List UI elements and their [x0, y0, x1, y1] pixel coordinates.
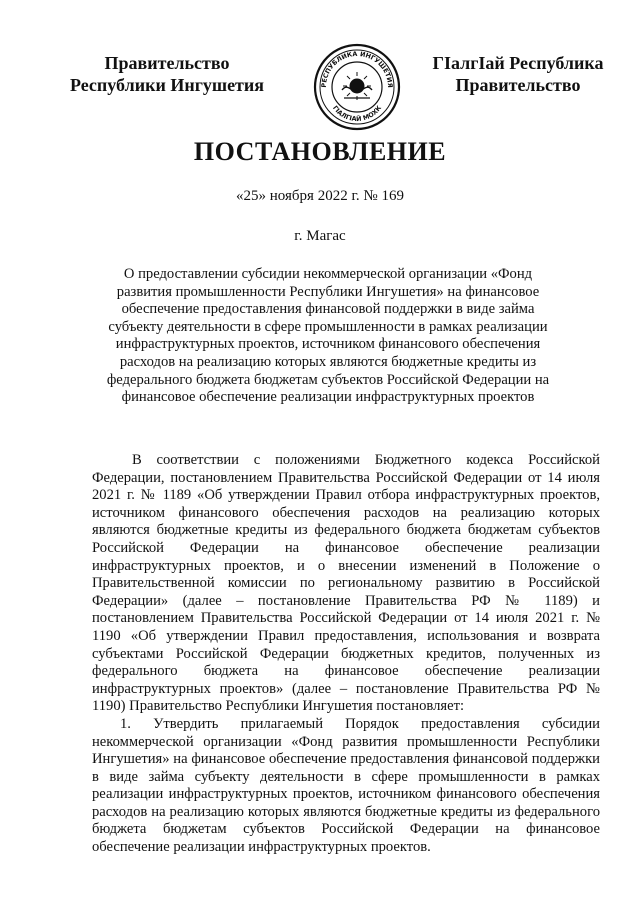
svg-text:ГӀАЛГӀАЙ МОХК: ГӀАЛГӀАЙ МОХК	[330, 104, 384, 124]
header-right-block	[408, 52, 628, 96]
header-left-line2: Республики Ингушетия	[69, 75, 265, 95]
document-city: г. Магас	[294, 228, 346, 244]
body-paragraph-1: В соответствии с положениями Бюджетного кодекса Российской Федерации, постановлением Правительства Российской Федерации от 14 июля 2021 г. № 1189 «Об утверждении Правил отбора инфраструктурных проектов, источником финансового обеспечения расходов на реализацию которых являются бюджетные кредиты из федерального бюджета бюджетам субъектов Российской Федерации на финансовое обеспечение реализации инфраструктурных проектов, и о внесении изменений в Положение о Правительственной комиссии по региональному развитию в Российской Федерации» (далее – постановление Правительства РФ № 1189) и постановлением Правительства Российской Федерации от 14 июля 2021 г. № 1190 «Об утверждении Правил предоставления, использования и возврата субъектами Российской Федерации бюджетных кредитов, полученных из федерального бюджета на финансовое обеспечение реализации инфраструктурных проектов» (далее – постановление Правительства РФ № 1190) Правительство Республики Ингушетия постановляет:	[92, 452, 600, 715]
document-body	[92, 452, 600, 857]
header-right-line1: ГӀалгӀай Республика	[432, 53, 604, 73]
header-right-line2: Правительство	[455, 75, 581, 95]
body-paragraph-2: 1. Утвердить прилагаемый Порядок предоставления субсидии некоммерческой организации «Фонд развития промышленности Республики Ингушетия» на финансовое обеспечение предоставления финансовой поддержки в виде займа субъекту деятельности в сфере промышленности в рамках реализации инфраструктурных проектов, источником финансового обеспечения расходов на реализацию которых являются бюджетные кредиты из федерального бюджета бюджетам субъектов Российской Федерации на финансовое обеспечение реализации инфраструктурных проектов.	[92, 715, 600, 856]
header-left-line1: Правительство	[104, 53, 230, 73]
header-left-block	[52, 52, 282, 96]
svg-text:РЕСПУБЛИКА ИНГУШЕТИЯ: РЕСПУБЛИКА ИНГУШЕТИЯ	[319, 49, 395, 88]
document-title: ПОСТАНОВЛЕНИЕ	[193, 137, 447, 166]
document-header	[0, 42, 640, 132]
coat-of-arms-seal-icon	[312, 42, 402, 132]
document-subject: О предоставлении субсидии некоммерческой организации «Фонд развития промышленности Республики Ингушетия» на финансовое обеспечение предоставления финансовой поддержки в виде займа субъекту деятельности в сфере промышленности в рамках реализации инфраструктурных проектов, источником финансового обеспечения расходов на реализацию которых являются бюджетные кредиты из федерального бюджета бюджетам субъектов Российской Федерации на финансовое обеспечение реализации инфраструктурных проектов	[106, 266, 550, 406]
document-date-number: «25» ноября 2022 г. № 169	[236, 188, 404, 204]
